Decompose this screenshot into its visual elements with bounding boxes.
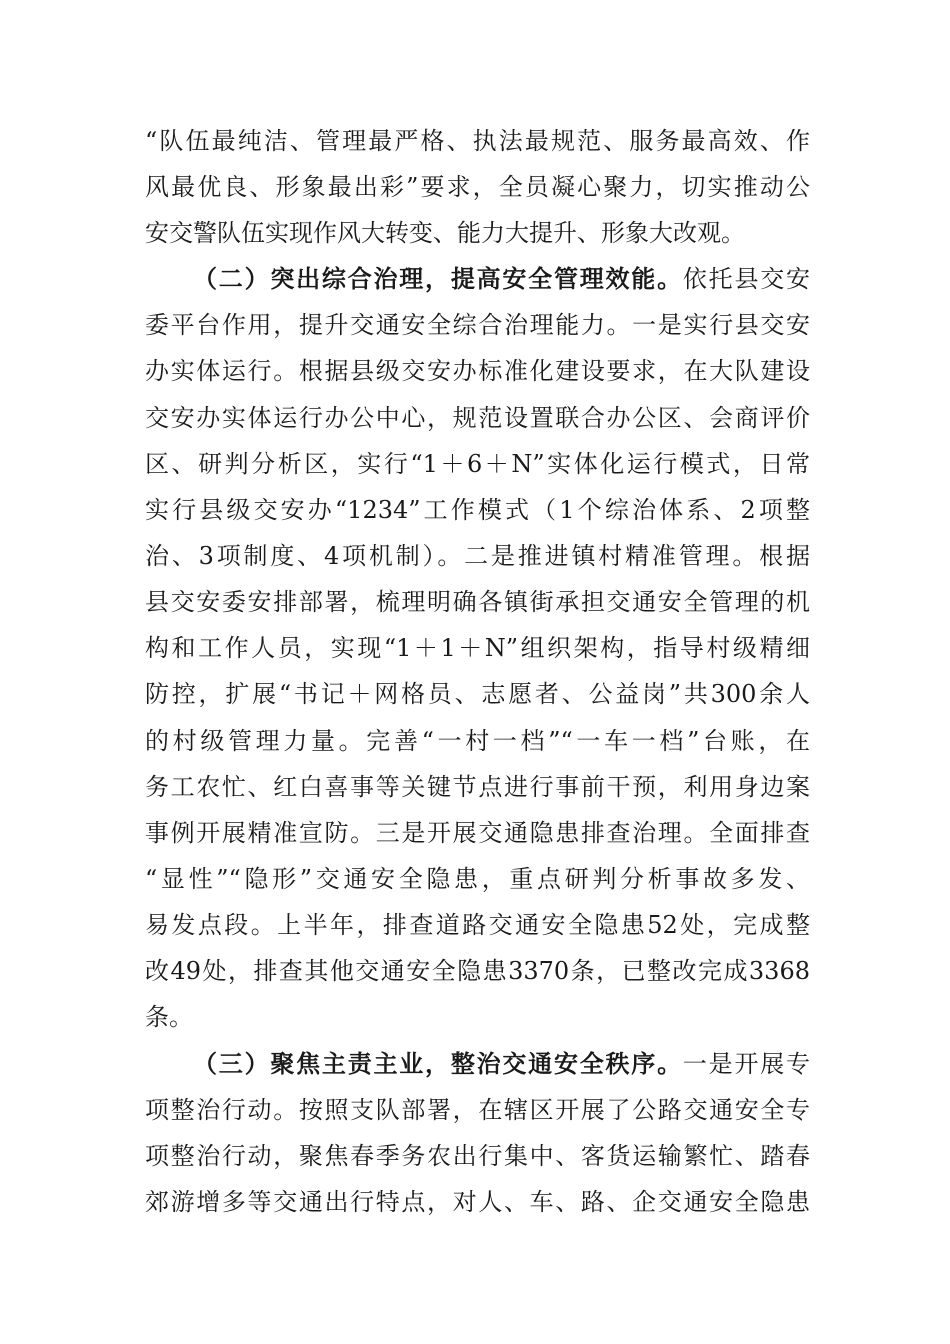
text-fragment: 依托县交安 [682,265,810,293]
paragraph-first-line [193,261,810,297]
text-line: “显性”“隐形”交通安全隐患，重点研判分析事故多发、 [145,865,810,893]
text-fragment: 一是开展专 [682,1050,810,1078]
text-line: 郊游增多等交通出行特点，对人、车、路、企交通安全隐患 [145,1188,810,1216]
text-line: 办实体运行。根据县级交安办标准化建设要求，在大队建设 [145,357,810,385]
text-line: 事例开展精准宣防。三是开展交通隐患排查治理。全面排查 [145,819,810,847]
text-line: 的村级管理力量。完善“一村一档”“一车一档”台账，在 [145,727,810,755]
section-heading: （二）突出综合治理，提高安全管理效能。 [193,264,683,293]
text-line: 条。 [145,1003,193,1031]
text-line: 委平台作用，提升交通安全综合治理能力。一是实行县交安 [145,311,810,339]
text-line: 改49处，排查其他交通安全隐患3370条，已整改完成3368 [145,957,810,985]
text-line: 治、3项制度、4项机制）。二是推进镇村精准管理。根据 [145,542,810,570]
text-line: 实行县级交安办“1234”工作模式（1个综治体系、2项整 [145,496,810,524]
text-line: “队伍最纯洁、管理最严格、执法最规范、服务最高效、作 [145,127,810,155]
text-line: 务工农忙、红白喜事等关键节点进行事前干预，利用身边案 [145,773,810,801]
text-line: 项整治行动，聚焦春季务农出行集中、客货运输繁忙、踏春 [145,1142,810,1170]
text-line: 风最优良、形象最出彩”要求，全员凝心聚力，切实推动公 [145,173,810,201]
text-line: 县交安委安排部署，梳理明确各镇街承担交通安全管理的机 [145,588,810,616]
text-line: 构和工作人员，实现“1＋1＋N”组织架构，指导村级精细 [145,634,810,662]
text-line: 安交警队伍实现作风大转变、能力大提升、形象大改观。 [145,219,745,247]
text-line: 交安办实体运行办公中心，规范设置联合办公区、会商评价 [145,404,810,432]
text-line: 项整治行动。按照支队部署，在辖区开展了公路交通安全专 [145,1096,810,1124]
text-line: 区、研判分析区，实行“1＋6＋N”实体化运行模式，日常 [145,450,810,478]
paragraph-first-line [193,1046,810,1082]
text-line: 易发点段。上半年，排查道路交通安全隐患52处，完成整 [145,911,810,939]
text-line: 防控，扩展“书记＋网格员、志愿者、公益岗”共300余人 [145,680,810,708]
section-heading: （三）聚焦主责主业，整治交通安全秩序。 [193,1049,683,1078]
